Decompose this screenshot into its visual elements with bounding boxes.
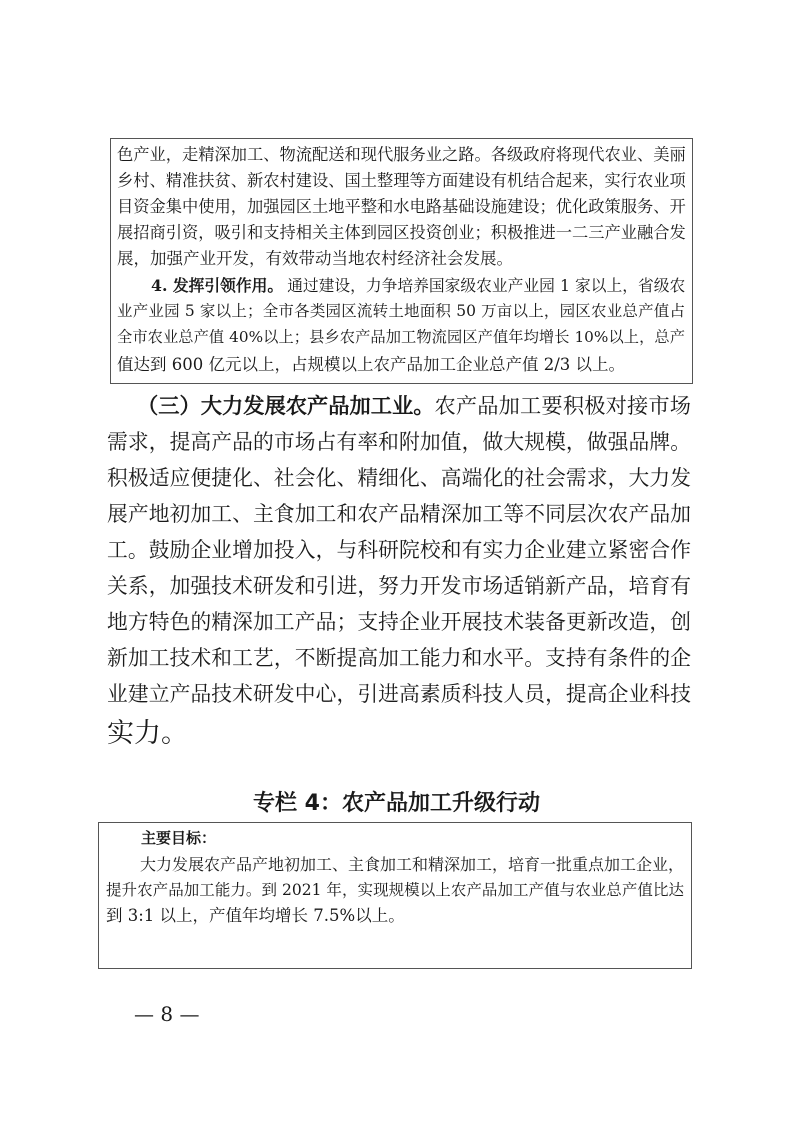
box-text-line: 色产业，走精深加工、物流配送和现代服务业之路。各级政府将现代农业、美丽 — [117, 145, 686, 164]
box-text-line: 业产业园 5 家以上；全市各类园区流转土地面积 50 万亩以上，园区农业总产值占 — [117, 302, 685, 320]
section-3-text: 农产品加工要积极对接市场 — [434, 394, 691, 419]
main-goals-label: 主要目标： — [141, 829, 217, 847]
item4-first-line — [151, 278, 685, 294]
box-text-line: 提升农产品加工能力。到 2021 年，实现规模以上农产品加工产值与农业总产值比达 — [106, 881, 684, 899]
park-construction-box — [110, 138, 693, 384]
section-3-heading: （三）大力发展农产品加工业。 — [137, 394, 435, 419]
box-text-line: 乡村、精准扶贫、新农村建设、国土整理等方面建设有机结合起来，实行农业项 — [117, 171, 686, 190]
box-text-line: 到 3:1 以上，产值年均增长 7.5%以上。 — [106, 906, 405, 925]
body-text-line: 积极适应便捷化、社会化、精细化、高端化的社会需求，大力发 — [107, 466, 691, 490]
box-text-line: 目资金集中使用，加强园区土地平整和水电路基础设施建设；优化政策服务、开 — [117, 197, 686, 216]
body-text-line: 关系，加强技术研发和引进，努力开发市场适销新产品，培育有 — [107, 574, 691, 598]
body-text-line: 实力。 — [107, 718, 188, 749]
body-text-line: 展产地初加工、主食加工和农产品精深加工等不同层次农产品加 — [107, 502, 691, 526]
body-text-line: 新加工技术和工艺，不断提高加工能力和水平。支持有条件的企 — [107, 646, 691, 670]
item4-heading: 4. 发挥引领作用。 — [151, 276, 284, 295]
page-number: — 8 — — [134, 1002, 200, 1026]
column-4-box — [98, 822, 692, 969]
body-text-line: 地方特色的精深加工产品；支持企业开展技术装备更新改造，创 — [107, 610, 691, 634]
box-text-line: 值达到 600 亿元以上，占规模以上农产品加工企业总产值 2/3 以上。 — [117, 355, 626, 374]
body-text-line: 业建立产品技术研发中心，引进高素质科技人员，提高企业科技 — [107, 682, 691, 706]
body-text-line: 工。鼓励企业增加投入，与科研院校和有实力企业建立紧密合作 — [107, 538, 691, 562]
box-text-line: 全市农业总产值 40%以上；县乡农产品加工物流园区产值年均增长 10%以上，总产 — [117, 328, 685, 346]
box-text-line: 展，加强产业开发，有效带动当地农村经济社会发展。 — [117, 249, 513, 268]
item4-text: 通过建设，力争培养国家级农业产业园 1 家以上，省级农 — [287, 276, 686, 295]
body-text-line: 需求，提高产品的市场占有率和附加值，做大规模，做强品牌。 — [107, 430, 691, 454]
box-text-line: 展招商引资，吸引和支持相关主体到园区投资创业；积极推进一二三产业融合发 — [117, 223, 686, 242]
box-text-line: 大力发展农产品产地初加工、主食加工和精深加工，培育一批重点加工企业， — [140, 855, 685, 874]
section-3-first-line — [137, 396, 691, 417]
column-4-title: 专栏 4：农产品加工升级行动 — [253, 791, 540, 816]
